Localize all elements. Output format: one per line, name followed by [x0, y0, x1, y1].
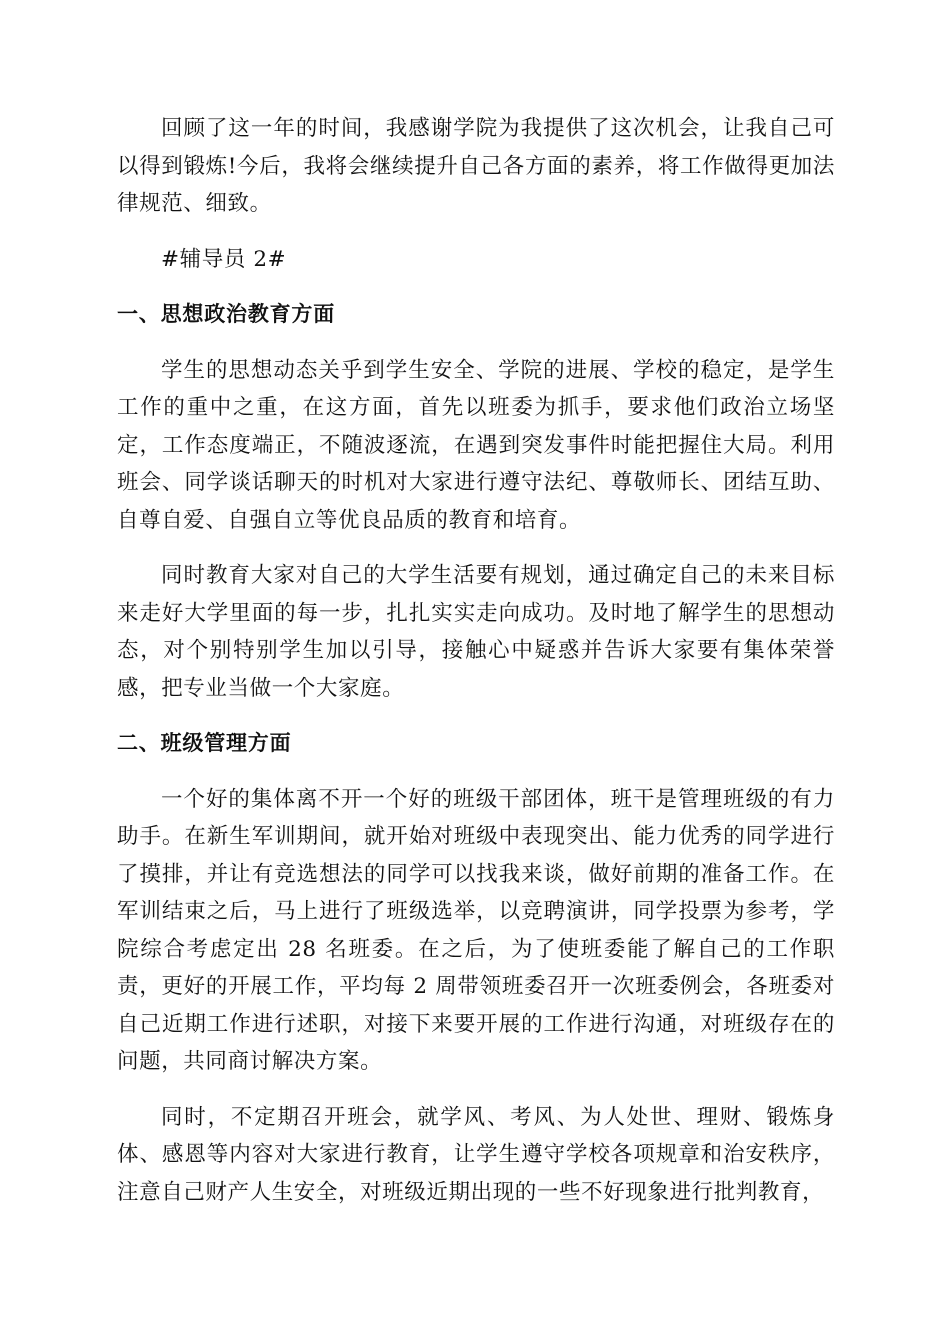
heading-ideological-education: 一、思想政治教育方面 — [117, 302, 335, 326]
paragraph-student-thinking: 学生的思想动态关乎到学生安全、学院的进展、学校的稳定，是学生工作的重中之重，在这方面，首先以班委为抓手，要求他们政治立场坚定，工作态度端正，不随波逐流，在遇到突发事件时能把握住大局。利用班会、同学谈话聊天的时机对大家进行遵守法纪、尊敬师长、团结互助、自尊自爱、自强自立等优良品质的教育和培育。 — [117, 357, 835, 533]
section-marker: #辅导员 2# — [161, 246, 287, 272]
paragraph-class-cadres: 一个好的集体离不开一个好的班级干部团体，班干是管理班级的有力助手。在新生军训期间，就开始对班级中表现突出、能力优秀的同学进行了摸排，并让有竞选想法的同学可以找我来谈，做好前期的准备工作。在军训结束之后，马上进行了班级选举，以竞聘演讲，同学投票为参考，学院综合考虑定出 28 名班委。在之后，为了使班委能了解自己的工作职责，更好的开展工作，平均每 2 周带领班委召开一次班委例会，各班委对自己近期工作进行述职，对接下来要开展的工作进行沟通，对班级存在的问题，共同商讨解决方案。 — [117, 786, 835, 1074]
closing-paragraph: 回顾了这一年的时间，我感谢学院为我提供了这次机会，让我自己可以得到锻炼!今后，我将会继续提升自己各方面的素养，将工作做得更加法律规范、细致。 — [117, 116, 835, 216]
heading-class-management: 二、班级管理方面 — [117, 731, 292, 755]
paragraph-college-planning: 同时教育大家对自己的大学生活要有规划，通过确定自己的未来目标来走好大学里面的每一步，扎扎实实走向成功。及时地了解学生的思想动态，对个别特别学生加以引导，接触心中疑惑并告诉大家要有集体荣誉感，把专业当做一个大家庭。 — [117, 563, 835, 701]
paragraph-class-meetings: 同时，不定期召开班会，就学风、考风、为人处世、理财、锻炼身体、感恩等内容对大家进行教育，让学生遵守学校各项规章和治安秩序，注意自己财产人生安全，对班级近期出现的一些不好现象进行批判教育， — [117, 1104, 835, 1205]
document-body — [117, 110, 835, 1229]
